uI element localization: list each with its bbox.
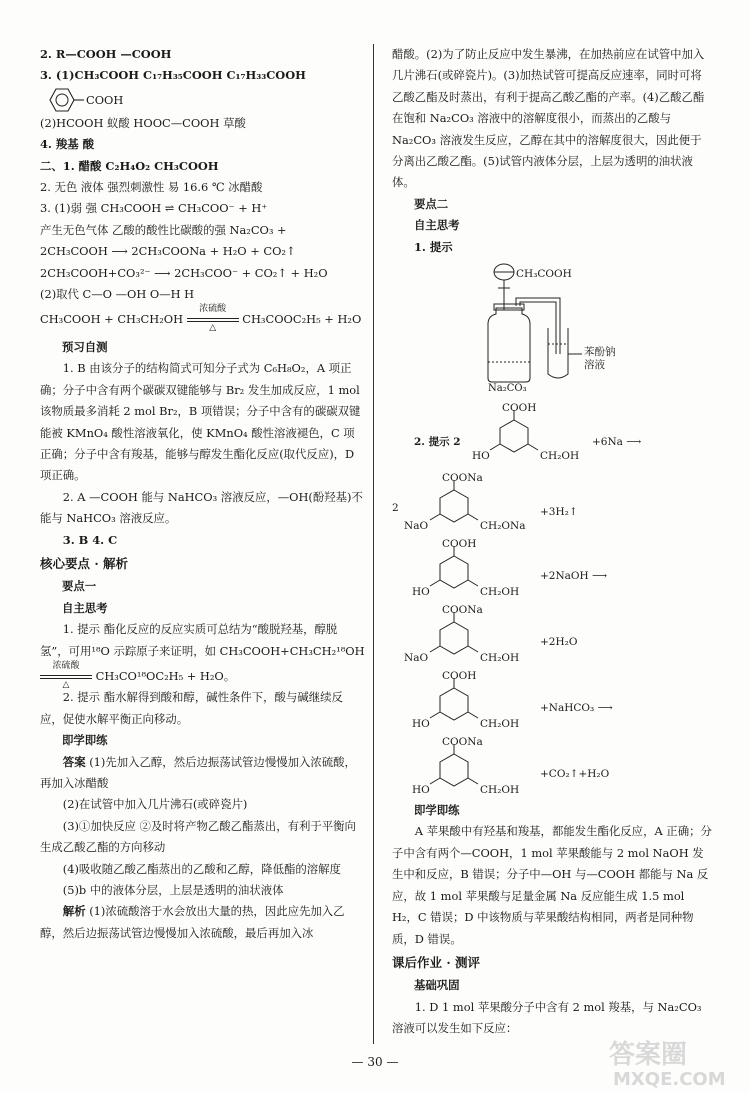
right-column: [392, 44, 712, 1040]
answer-line: (2)在试管中加入几片沸石(或碎瓷片): [62, 797, 248, 812]
equilibrium-arrow-icon: 浓硫酸 △: [187, 313, 239, 327]
apparatus-figure: [392, 258, 712, 395]
benzene-ring-icon: [44, 87, 84, 113]
left-column: [40, 44, 365, 944]
hint-label: 1. 提示: [414, 239, 453, 254]
column-divider: [373, 44, 374, 1044]
fig-label: 溶液: [584, 359, 605, 372]
reaction-1-product: 2 COONa NaO CH₂ONa +3H₂↑: [392, 472, 712, 536]
line: 2. R—COOH —COOH: [40, 47, 172, 61]
cooh-label: COOH: [86, 92, 124, 107]
section-title: 课后作业 · 测评: [392, 954, 481, 970]
reaction-3-reactant: COOH HO CH₂OH +NaHCO₃ ⟶: [392, 668, 712, 734]
reaction-3-product: COONa HO CH₂OH +CO₂↑+H₂O: [392, 734, 712, 800]
svg-text:答案圈: 答案圈: [609, 1040, 688, 1070]
paragraph: 醋酸。(2)为了防止反应中发生暴沸，在加热前应在试管中加入几片沸石(或碎瓷片)。(3)加热试管可提高反应速率，同时可将乙酸乙酯及时蒸出，有利于提高乙酸乙酯的产率。(4)乙酸乙酯在饱和 Na₂CO₃ 溶液中的溶解度很小，而蒸出的乙酸与 Na₂CO₃ 溶液发生反应，乙醇在其中的溶解度很大，因此便于分离出乙酸乙酯。(5)试管内液体分层，上层为透明的油状液体。: [392, 47, 705, 190]
line: 产生无色气体 乙酸的酸性比碳酸的强 Na₂CO₃ +: [40, 222, 287, 237]
line: 3. (1)弱 强 CH₃COOH ⇌ CH₃COO⁻ + H⁺: [40, 201, 268, 216]
equilibrium-arrow-icon: 浓硫酸 △: [40, 670, 92, 684]
paragraph: 3. B 4. C: [62, 532, 118, 547]
reaction-2-reactant: COOH HO CH₂OH +2NaOH ⟶: [392, 536, 712, 602]
line: 2CH₃COOH+CO₃²⁻ ⟶ 2CH₃COO⁻ + CO₂↑ + H₂O: [40, 265, 328, 280]
fig-label: CH₃COOH: [516, 268, 572, 281]
watermark-icon: [605, 1035, 745, 1089]
answer-line: (4)吸收随乙酸乙酯蒸出的乙酸和乙醇，降低酯的溶解度: [62, 861, 341, 876]
line: 3. (1)CH₃COOH C₁₇H₃₅COOH C₁₇H₃₃COOH: [40, 68, 306, 83]
page-number: — 30 —: [351, 1055, 399, 1069]
line: (2)取代 C—O —OH O—H H: [40, 287, 195, 302]
reaction-1-reactant: 2. 提示 2 COOH HO CH₂OH +6Na ⟶: [392, 402, 712, 472]
section-heading: 即学即练: [62, 733, 108, 748]
esterification-equation: CH₃COOH + CH₃CH₂OH 浓硫酸 △ CH₃COOC₂H₅ + H₂O: [40, 304, 362, 334]
benzoic-acid-structure: [40, 87, 365, 113]
line: 2CH₃COOH ⟶ 2CH₃COONa + H₂O + CO₂↑: [40, 244, 296, 259]
section-heading: 要点一: [62, 579, 97, 594]
section-heading: 预习自测: [62, 339, 108, 354]
section-heading: 要点二: [414, 196, 449, 211]
line: (2)HCOOH 蚁酸 HOOC—COOH 草酸: [40, 115, 246, 130]
paragraph: 2. 提示 酯水解得到酸和醇，碱性条件下，酸与碱继续反应，促使水解平衡正向移动。: [40, 690, 343, 726]
line: 2. 无色 液体 强烈刺激性 易 16.6 ℃ 冰醋酸: [40, 180, 263, 195]
fig-label: Na₂CO₃: [488, 383, 527, 395]
reaction-2-product: COONa NaO CH₂OH +2H₂O: [392, 602, 712, 668]
paragraph: A 苹果酸中有羟基和羧基，都能发生酯化反应，A 正确；分子中含有两个—COOH，1 mol 苹果酸能与 2 mol NaOH 发生中和反应，B 错误；分子中—OH 与—COOH 都能与 Na 反应，故 1 mol 苹果酸与足量金属 Na 反应能生成 1.5 mol H₂，C 错误；D 中该物质与苹果酸结构相同，两者是同种物质，D 错误。: [392, 824, 712, 946]
line: 二、1. 醋酸 C₂H₄O₂ CH₃COOH: [40, 158, 219, 173]
section-heading: 基础巩固: [414, 978, 460, 993]
esterification-equation-2: 浓硫酸 △ CH₃CO¹⁸OC₂H₅ + H₂O。: [40, 666, 365, 687]
svg-text:MXQE.COM: MXQE.COM: [613, 1069, 726, 1089]
analysis-paragraph: 解析 (1)浓硫酸溶于水会放出大量的热，因此应先加入乙醇，然后边振荡试管边慢慢加入浓硫酸，最后再加入冰: [40, 904, 345, 940]
paragraph: 2. A —COOH 能与 NaHCO₃ 溶液反应，—OH(酚羟基)不能与 NaHCO₃ 溶液反应。: [40, 489, 363, 526]
paragraph: 1. B 由该分子的结构简式可知分子式为 C₆H₈O₂，A 项正确；分子中含有两个碳碳双键能够与 Br₂ 发生加成反应，1 mol 该物质最多消耗 2 mol Br₂，B 项错误；分子中含有的碳碳双键能被 KMnO₄ 酸性溶液氧化，使 KMnO₄ 酸性溶液褪色，C 项正确；分子中含有羧基，能够与醇发生酯化反应(取代反应)，D 项正确。: [40, 361, 361, 483]
section-heading: 自主思考: [414, 218, 460, 233]
section-heading: 即学即练: [414, 803, 460, 818]
answer-line: (5)b 中的液体分层，上层是透明的油状液体: [62, 883, 284, 898]
line: 4. 羧基 酸: [40, 137, 94, 152]
paragraph: 1. 提示 酯化反应的反应实质可总结为“酸脱羟基，醇脱氢”，可用¹⁸O 示踪原子来证明，如 CH₃COOH+CH₃CH₂¹⁸OH: [40, 622, 365, 658]
answer-paragraph: 答案 (1)先加入乙醇，然后边振荡试管边慢慢加入浓硫酸，再加入冰醋酸: [40, 754, 356, 790]
paragraph: 1. D 1 mol 苹果酸分子中含有 2 mol 羧基，与 Na₂CO₃ 溶液可以发生如下反应：: [392, 999, 702, 1036]
watermark-logo: [605, 1035, 745, 1089]
section-heading: 自主思考: [62, 600, 108, 615]
fig-label: 苯酚钠: [584, 346, 616, 359]
answer-line: (3)①加快反应 ②及时将产物乙酸乙酯蒸出，有利于平衡向生成乙酸乙酯的方向移动: [40, 818, 356, 855]
section-title: 核心要点 · 解析: [40, 555, 129, 571]
